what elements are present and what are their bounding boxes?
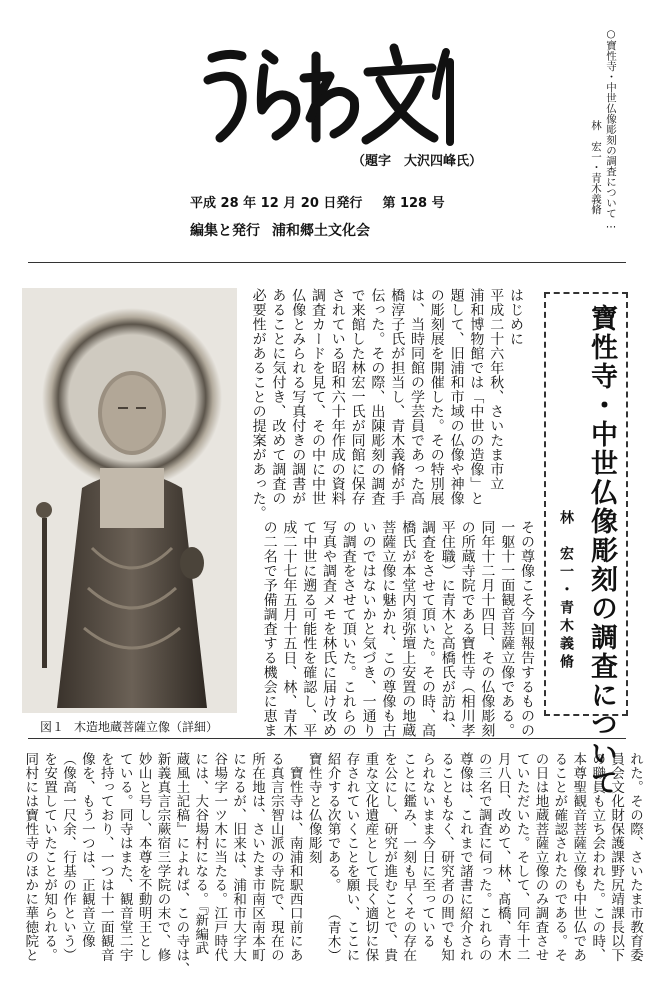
text-line: 調査カードを見て、その中に中世 <box>310 288 326 506</box>
text-line: 浦和博物館では「中世の造像」と <box>468 288 485 506</box>
figure-number: 図１ <box>40 720 65 734</box>
toc-authors: 林 宏一・青木義脩 <box>590 120 602 215</box>
article-title: 寶性寺・中世仏像彫刻の調査について <box>586 304 617 797</box>
text-line: 同村には寶性寺のほかに華徳院と <box>22 752 39 962</box>
publisher-label: 編集と発行 <box>190 223 260 239</box>
column-divider <box>28 738 626 739</box>
text-line: を公にし、研究が進むことで、貴 <box>381 752 398 962</box>
text-line: 谷場字一ツ木に当たる。江戸時代 <box>211 752 228 962</box>
text-line: 月八日、改めて、林、髙橋、青木 <box>494 752 511 962</box>
text-line: ていただいた。そして、同年十二 <box>513 752 530 962</box>
text-line: られないまま今日に至っている <box>419 752 436 948</box>
text-line: る真言宗智山派の寺院で、現在の <box>267 752 284 962</box>
text-line: その尊像こそ今回報告するものの <box>519 520 535 738</box>
text-line: 本尊聖観音菩薩立像も中世仏であ <box>570 752 587 962</box>
text-line: ることもなく、研究者の間でも知 <box>438 752 454 962</box>
text-line: の職員も立ち会われた。この時、 <box>589 752 606 962</box>
issue-date: 平成 28 年 12 月 20 日発行 <box>190 196 363 211</box>
text-line: の三名で調査に伺った。これらの <box>475 752 492 962</box>
article-authors: 林 宏一・青木義脩 <box>558 510 574 672</box>
text-line: 仏像とみられる写真付きの調書が <box>290 288 307 506</box>
text-line: は、当時同館の学芸員であった高 <box>409 288 425 506</box>
text-line: 題して、旧浦和市域の仏像や神像 <box>448 288 465 506</box>
text-line: 成二十七年五月十五日、林、青木 <box>281 520 298 738</box>
text-line: 橋淳子氏が担当し、青木義脩が手 <box>389 288 406 506</box>
text-line: 蔵風土記稿』によれば、この寺は、 <box>173 752 190 976</box>
text-line: あることに気付き、改めて調査の <box>270 288 287 506</box>
text-line: を安置していたことが知られる。 <box>41 752 58 962</box>
statue-photo <box>22 288 237 713</box>
text-line: 一躯十一面観音菩薩立像である。 <box>499 520 516 738</box>
text-line: されている昭和六十年作成の資料 <box>329 288 346 506</box>
text-line: で来館した林宏一氏が同館に保存 <box>349 288 366 506</box>
text-line: はじめに <box>508 288 524 346</box>
header-divider <box>28 262 626 263</box>
text-line: れた。その際、さいたま市教育委 <box>627 752 643 962</box>
text-line: 平成二十六年秋、さいたま市立 <box>488 288 505 491</box>
publisher-name: 浦和郷土文化会 <box>272 223 370 239</box>
text-line: 伝った。その際、出陳彫刻の調査 <box>369 288 386 506</box>
text-line: 紹介する次第である。 （青木） <box>324 752 341 963</box>
text-line: 所在地は、さいたま市南区南本町 <box>249 752 265 962</box>
text-line: 寶性寺は、南浦和駅西口前にあ <box>286 752 303 962</box>
text-line: の二名で予備調査する機会に恵ま <box>261 520 278 738</box>
text-line: 同年十二月十四日、その仏像彫刻 <box>479 520 496 738</box>
calligraphy-credit: （題字 大沢四峰氏） <box>352 154 483 169</box>
text-line: （像高一尺余、行基の作という） <box>60 752 76 962</box>
text-line: ている。同寺はまた、観音堂二宇 <box>116 752 133 962</box>
text-line: の日は地蔵菩薩立像のみ調査させ <box>532 752 549 962</box>
text-line: 像を、もう一つは、正観音立像 <box>78 752 95 948</box>
text-line: 存されていくことを願い、ここに <box>343 752 360 962</box>
issue-number: 第 128 号 <box>382 196 445 211</box>
text-line: 調査をさせて頂いた。その時、高 <box>420 520 436 738</box>
text-line: 重な文化遺産として長く適切に保 <box>362 752 379 962</box>
toc-entry: ○寶性寺・中世仏像彫刻の調査について… <box>605 28 617 231</box>
text-line: 平住職）に青木と高橋氏が訪ね、 <box>439 520 456 738</box>
text-line: 尊像は、これまで諸書に紹介され <box>456 752 473 962</box>
text-line: には、大谷場村になる。『新編武 <box>192 752 209 956</box>
text-line: の彫刻展を開催した。その特別展 <box>428 288 445 506</box>
text-line: いのではないかと気づき、一通り <box>360 520 377 738</box>
text-line: 写真や調査メモを林氏に届け改め <box>321 520 337 738</box>
text-line: 員会文化財保護課野尻靖課長以下 <box>608 752 625 962</box>
issue-info <box>190 192 465 211</box>
text-line: 菩薩立像に魅かれ、この尊像も古 <box>380 520 397 738</box>
text-line: を持っており、一つは十一面観音 <box>97 752 114 962</box>
text-line: て中世に遡る可能性を確認し、平 <box>301 520 318 738</box>
text-line: 寶性寺と仏像彫刻 <box>305 752 322 864</box>
text-line: 必要性があることの提案があった。 <box>250 288 267 520</box>
figure-caption-text: 木造地蔵菩薩立像（詳細） <box>74 720 219 734</box>
text-line: 橋氏が本堂内須弥壇上安置の地蔵 <box>400 520 417 738</box>
text-line: 新義真言宗蕨宿三学院の末で、修 <box>154 752 171 962</box>
jizo-statue-image <box>22 288 237 713</box>
publisher <box>190 220 370 240</box>
masthead-title-calligraphy <box>198 38 460 148</box>
text-line: の所蔵寺院である寶性寺（相川孝 <box>459 520 476 738</box>
text-line: になるが、旧来は、浦和市大字大 <box>230 752 247 962</box>
text-line: ることが確認されたのである。そ <box>551 752 568 962</box>
text-line: 妙山と号し、本尊を不動明王とし <box>135 752 152 962</box>
figure-caption <box>40 718 218 735</box>
text-line: の調査をさせて頂いた。これらの <box>340 520 357 738</box>
text-line: ことに鑑み、一刻も早くその存在 <box>400 752 417 962</box>
